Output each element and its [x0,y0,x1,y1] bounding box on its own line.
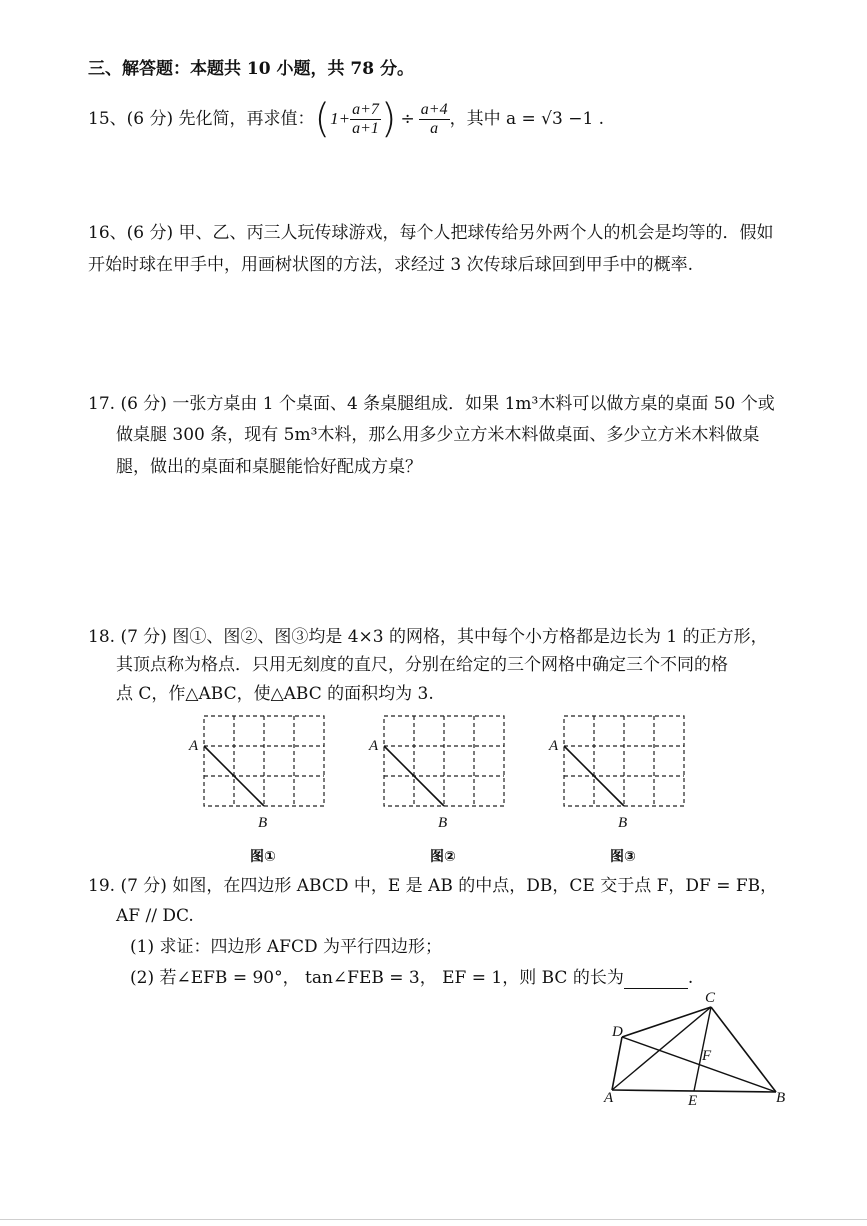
q19-part-2-suffix: . [687,968,694,988]
grid-3 [564,716,684,806]
q17-line-1: 17. (6 分) 一张方桌由 1 个桌面、4 条桌腿组成．如果 1m³木料可以做方桌的桌面 50 个或 [88,394,775,414]
q15-suffix: ，其中 a = √3 −1 . [449,109,605,129]
q18-line-2: 其顶点称为格点．只用无刻度的直尺，分别在给定的三个网格中确定三个不同的格 [116,655,728,675]
fig-label-f: F [702,1048,712,1064]
grid2-caption: 图② [430,849,456,865]
fig-label-e: E [688,1093,698,1109]
grid1-caption: 图① [250,849,276,865]
q16-line-1: 16、(6 分) 甲、乙、丙三人玩传球游戏，每个人把球传给另外两个人的机会是均等的．假如 [88,223,774,243]
q15-prefix: 15、(6 分) 先化简，再求值： [88,109,315,129]
q19-part-2 [130,967,693,989]
q18-line-1: 18. (7 分) 图①、图②、图③均是 4×3 的网格，其中每个小方格都是边长为 1 的正方形， [88,627,768,647]
q17-line-3: 腿，做出的桌面和桌腿能恰好配成方桌？ [116,457,422,477]
answer-blank[interactable] [624,970,688,989]
q15-frac1-denominator: a+1 [352,119,379,137]
left-paren: ( [314,96,331,142]
bottom-divider [0,1219,867,1220]
fig-label-b: B [776,1090,786,1106]
grid2-label-b: B [438,815,448,831]
grid3-label-b: B [618,815,628,831]
grid3-label-a: A [549,738,559,754]
grid2-label-a: A [369,738,379,754]
q19-line-2: AF // DC. [116,906,194,926]
q17-line-2: 做桌腿 300 条，现有 5m³木料，那么用多少立方米木料做桌面、多少立方米木料做桌 [116,425,760,445]
q19-part-1: (1) 求证：四边形 AFCD 为平行四边形； [130,937,443,957]
q15-frac1-numerator: a+7 [352,100,379,118]
q16-line-2: 开始时球在甲手中，用画树状图的方法，求经过 3 次传球后球回到甲手中的概率. [88,255,694,275]
grid3-caption: 图③ [610,849,636,865]
q15-one-plus: 1+ [330,109,351,128]
grid1-label-b: B [258,815,268,831]
fig-label-d: D [612,1024,623,1040]
q19-part-2-text: (2) 若∠EFB = 90°， tan∠FEB = 3， EF = 1，则 BC 的长为 [130,968,624,988]
q19-figure [612,1007,776,1092]
section-title: 三、解答题：本题共 10 小题，共 78 分。 [88,59,414,79]
q15-frac2-denominator: a [430,119,439,137]
fig-label-a: A [604,1090,614,1106]
q19-line-1: 19. (7 分) 如图，在四边形 ABCD 中，E 是 AB 的中点，DB，CE 交于点 F，DF = FB， [88,876,778,896]
q15-divide: ÷ [400,109,415,129]
right-paren: ) [380,96,397,142]
q15-frac2-numerator: a+4 [420,100,448,118]
grid-2 [384,716,504,806]
fig-label-c: C [705,990,716,1006]
q18-line-3: 点 C，作△ABC，使△ABC 的面积均为 3. [116,684,434,704]
grid1-label-a: A [189,738,199,754]
grid-1 [204,716,324,806]
